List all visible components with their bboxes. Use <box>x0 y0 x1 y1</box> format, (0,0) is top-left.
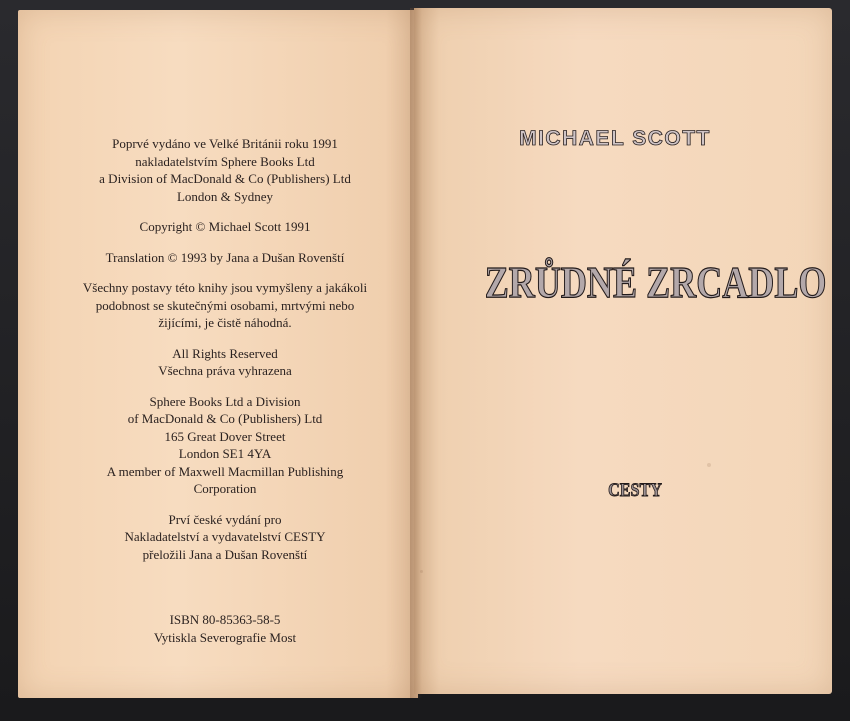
imprint-line: London & Sydney <box>176 188 274 204</box>
copyright-imprint <box>60 135 390 659</box>
imprint-line: Translation © 1993 by Jana a Dušan Rovenští <box>105 249 345 265</box>
publisher-name: CESTY <box>608 480 662 501</box>
imprint-block-copyright <box>60 218 390 236</box>
imprint-line: Všechna práva vyhrazena <box>158 363 292 378</box>
imprint-line: Sphere Books Ltd a Division <box>149 393 301 409</box>
imprint-block-isbn <box>60 611 390 646</box>
paper-spot <box>707 463 711 467</box>
right-page <box>414 8 832 694</box>
imprint-block-czech-edition <box>60 511 390 564</box>
imprint-block-publisher-address <box>60 393 390 498</box>
book-title: ZRŮDNÉ ZRCADLO <box>484 258 827 307</box>
imprint-line: Prví české vydání pro <box>168 511 282 527</box>
imprint-line: London SE1 4YA <box>178 446 272 461</box>
imprint-block-disclaimer <box>60 279 390 332</box>
book-gutter <box>410 8 422 698</box>
imprint-line: žijícími, je čistě náhodná. <box>158 315 292 330</box>
imprint-line: Corporation <box>193 481 257 496</box>
imprint-line: All Rights Reserved <box>172 345 278 361</box>
imprint-line: přeložili Jana a Dušan Rovenští <box>142 546 308 562</box>
imprint-line: Nakladatelství a vydavatelství CESTY <box>124 529 326 544</box>
imprint-line: A member of Maxwell Macmillan Publishing <box>106 463 344 479</box>
imprint-line: nakladatelstvím Sphere Books Ltd <box>135 153 315 169</box>
paper-spot <box>420 570 423 573</box>
imprint-line: Poprvé vydáno ve Velké Británii roku 1991 <box>112 136 338 151</box>
imprint-block-rights <box>60 345 390 380</box>
printer-line: Vytiskla Severografie Most <box>153 629 297 645</box>
imprint-line: a Division of MacDonald & Co (Publishers) Ltd <box>99 171 351 186</box>
imprint-line: of MacDonald & Co (Publishers) Ltd <box>127 411 323 426</box>
imprint-line: podobnost se skutečnými osobami, mrtvými nebo <box>95 297 355 313</box>
imprint-block-first-edition <box>60 135 390 205</box>
isbn-line: ISBN 80-85363-58-5 <box>169 612 281 627</box>
imprint-line: Copyright © Michael Scott 1991 <box>139 219 311 234</box>
imprint-line: Všechny postavy této knihy jsou vymyšleny a jakákoli <box>82 280 368 295</box>
author-name: MICHAEL SCOTT <box>519 127 711 150</box>
imprint-line: 165 Great Dover Street <box>164 428 286 444</box>
imprint-block-translation <box>60 249 390 267</box>
